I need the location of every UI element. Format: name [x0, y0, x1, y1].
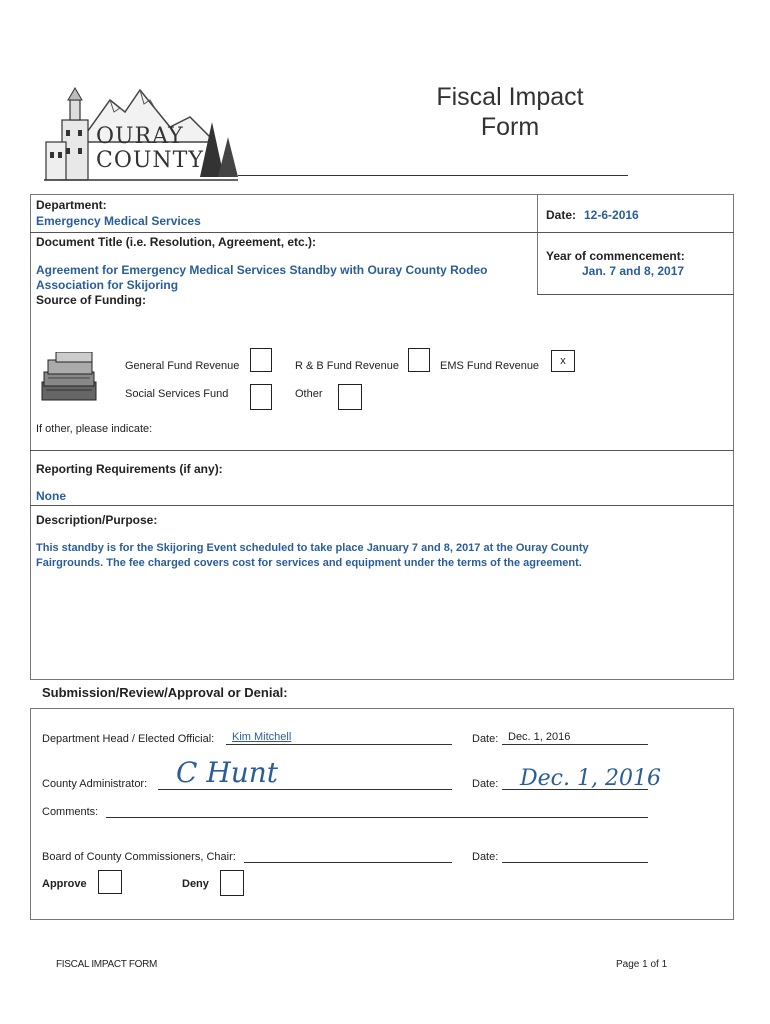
date1-value: Dec. 1, 2016 [508, 731, 571, 743]
description-line2: Fairgrounds. The fee charged covers cost for services and equipment under the terms of the agreement. [36, 557, 582, 569]
description-line1: This standby is for the Skijoring Event scheduled to take place January 7 and 8, 2017 at the Ouray County [36, 542, 589, 554]
county-admin-signature: C Hunt [176, 756, 279, 789]
description-label: Description/Purpose: [36, 513, 158, 527]
general-fund-checkbox[interactable] [250, 348, 272, 372]
date1-field[interactable] [502, 744, 648, 745]
county-admin-label: County Administrator: [42, 778, 148, 790]
year-value: Jan. 7 and 8, 2017 [582, 264, 685, 278]
other-label: Other [295, 388, 323, 400]
general-fund-label: General Fund Revenue [125, 360, 240, 372]
page-title-line2: Form [480, 113, 540, 141]
if-other-label: If other, please indicate: [36, 423, 153, 435]
rb-fund-label: R & B Fund Revenue [295, 360, 399, 372]
doc-title-value-line1: Agreement for Emergency Medical Services Standby with Ouray County Rodeo [36, 263, 488, 277]
social-services-checkbox[interactable] [250, 384, 272, 410]
reporting-label: Reporting Requirements (if any): [36, 462, 223, 476]
dept-head-field[interactable] [226, 744, 452, 745]
page-title-line1: Fiscal Impact [436, 83, 584, 111]
comments-label: Comments: [42, 806, 99, 818]
logo-text-county: COUNTY [96, 148, 204, 173]
department-label: Department: [36, 198, 107, 212]
ems-fund-checkbox[interactable] [551, 350, 575, 372]
dept-head-label: Department Head / Elected Official: [42, 733, 215, 745]
date1-label: Date: [472, 733, 499, 745]
county-admin-field[interactable] [158, 789, 452, 790]
ems-fund-check-mark: x [560, 355, 566, 367]
date2-value: Dec. 1, 2016 [520, 766, 661, 791]
dept-head-value: Kim Mitchell [232, 731, 292, 743]
source-of-funding-label: Source of Funding: [36, 293, 146, 307]
doc-title-label: Document Title (i.e. Resolution, Agreement, etc.): [36, 235, 317, 249]
deny-checkbox[interactable] [220, 870, 244, 896]
footer-form-name: FISCAL IMPACT FORM [56, 959, 158, 970]
board-field[interactable] [244, 862, 452, 863]
approve-label: Approve [42, 878, 87, 890]
logo-text-ouray: OURAY [96, 124, 184, 149]
ouray-county-logo [40, 82, 240, 182]
date3-label: Date: [472, 851, 499, 863]
money-stack-image [38, 352, 100, 404]
comments-field[interactable] [106, 817, 648, 818]
header-rule [238, 175, 628, 176]
row-divider-4 [30, 505, 734, 506]
department-value: Emergency Medical Services [36, 214, 201, 228]
doc-title-value-line2: Association for Skijoring [36, 278, 179, 292]
row-divider-3 [30, 450, 734, 451]
date2-label: Date: [472, 778, 499, 790]
right-column-divider [537, 194, 538, 294]
ems-fund-label: EMS Fund Revenue [440, 360, 540, 372]
board-label: Board of County Commissioners, Chair: [42, 851, 236, 863]
approve-checkbox[interactable] [98, 870, 122, 894]
reporting-value: None [36, 489, 66, 503]
date3-field[interactable] [502, 862, 648, 863]
year-label: Year of commencement: [546, 249, 685, 263]
row-divider-1 [30, 232, 734, 233]
social-services-label: Social Services Fund [125, 388, 229, 400]
date-label: Date: [546, 208, 577, 222]
date-value: 12-6-2016 [584, 208, 639, 222]
other-checkbox[interactable] [338, 384, 362, 410]
footer-page-number: Page 1 of 1 [616, 959, 668, 970]
rb-fund-checkbox[interactable] [408, 348, 430, 372]
approval-heading: Submission/Review/Approval or Denial: [42, 685, 288, 700]
deny-label: Deny [182, 878, 209, 890]
row-divider-2 [537, 294, 734, 295]
